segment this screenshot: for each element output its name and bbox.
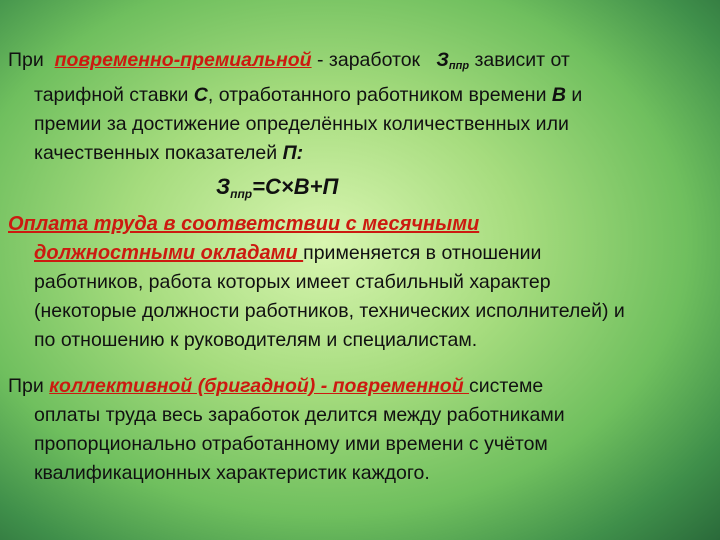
p1-line4a: качественных показателей: [34, 142, 283, 164]
var-c: С: [193, 84, 208, 106]
p2-line2-rest: применяется в отношении: [303, 242, 542, 264]
p1-line2b: , отработанного работником времени: [207, 84, 552, 106]
paragraph-monthly-salary: [8, 210, 706, 355]
var-z-sub: ппр: [448, 60, 470, 72]
p3-rest1: системе: [469, 375, 544, 397]
p2-line5: по отношению к руководителям и специалистам.: [34, 329, 478, 351]
p1-rest1: зависит от: [469, 49, 570, 71]
var-z: З: [436, 49, 449, 71]
p3-line1: [8, 372, 706, 401]
p3-line2: оплаты труда весь заработок делится между работниками: [34, 404, 565, 426]
term-time-bonus: повременно-премиальной: [54, 49, 312, 71]
p1-line2: [8, 81, 706, 110]
p2-line2: [8, 239, 706, 268]
formula: [216, 172, 338, 209]
paragraph-time-bonus: [8, 46, 706, 168]
formula-rest: =С×В+П: [252, 174, 339, 199]
formula-sub: ппр: [230, 187, 253, 201]
p1-line3: премии за достижение определённых количественных или: [34, 113, 569, 135]
p2-line3: работников, работа которых имеет стабильный характер: [34, 271, 551, 293]
p1-mid: - заработок: [311, 49, 426, 71]
p3-prefix: При: [8, 375, 50, 397]
p3-line3: пропорционально отработанному ими времени с учётом: [34, 433, 548, 455]
p1-line2a: тарифной ставки: [34, 84, 194, 106]
p1-line1: [8, 46, 706, 81]
formula-z: З: [216, 174, 231, 199]
p3-line4: квалификационных характеристик каждого.: [34, 462, 430, 484]
term-collective: коллективной (бригадной) - повременной: [49, 375, 470, 397]
paragraph-collective: [8, 372, 706, 488]
p2-line4: (некоторые должности работников, технических исполнителей) и: [34, 300, 625, 322]
var-p: П:: [282, 142, 304, 164]
p1-line4: [8, 139, 706, 168]
p1-prefix: При: [8, 49, 50, 71]
heading-monthly-salary-1: Оплата труда в соответствии с месячными: [8, 213, 480, 235]
var-v: В: [551, 84, 566, 106]
p1-line2c: и: [565, 84, 583, 106]
heading-monthly-salary-2: должностными окладами: [34, 242, 304, 264]
